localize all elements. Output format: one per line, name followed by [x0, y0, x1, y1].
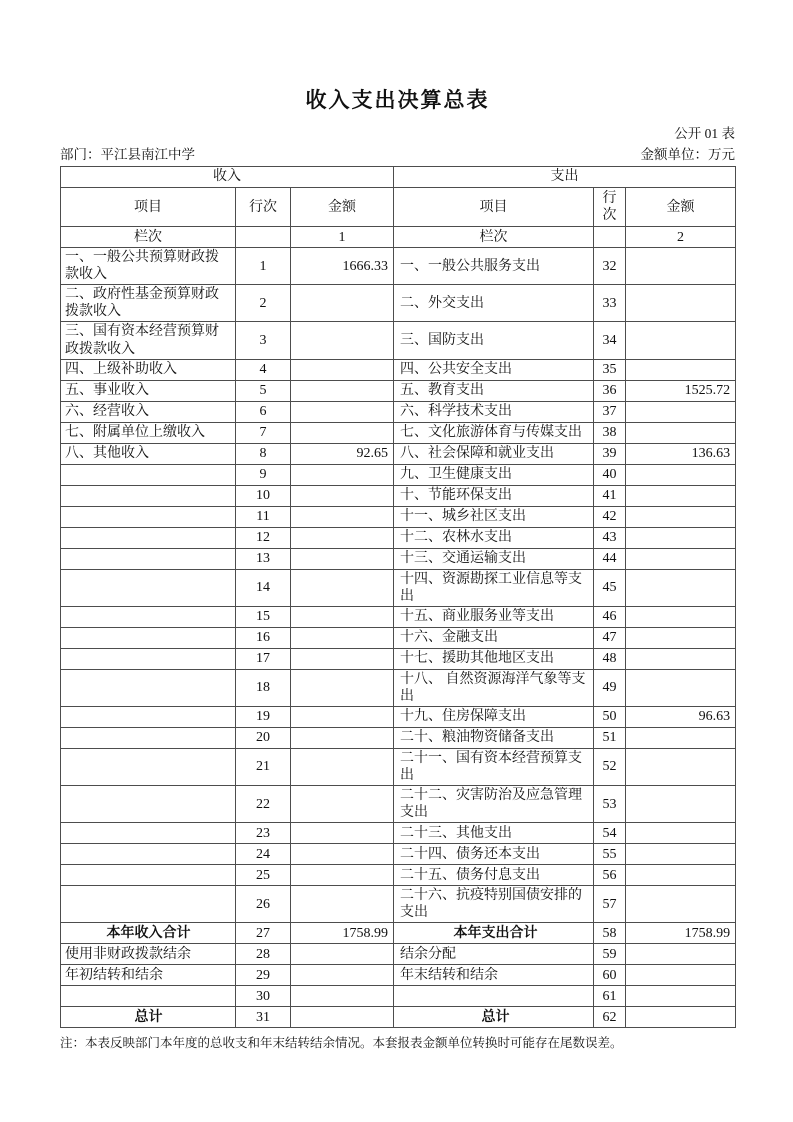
expense-line-cell: 49 [594, 669, 626, 706]
table-row [61, 886, 736, 923]
income-line-cell: 14 [236, 569, 291, 606]
income-item-cell: 年初结转和结余 [61, 965, 236, 986]
income-amount-cell: 1666.33 [291, 248, 394, 285]
income-line-cell: 30 [236, 986, 291, 1007]
income-amount-cell [291, 485, 394, 506]
income-item-cell: 本年收入合计 [61, 923, 236, 944]
income-item-cell: 一、一般公共预算财政拨款收入 [61, 248, 236, 285]
expense-line-cell: 37 [594, 401, 626, 422]
income-item-cell: 八、其他收入 [61, 443, 236, 464]
table-row [61, 285, 736, 322]
expense-index-label: 栏次 [394, 227, 594, 248]
expense-item-cell: 十一、城乡社区支出 [394, 506, 594, 527]
income-amount-cell [291, 422, 394, 443]
income-line-cell: 8 [236, 443, 291, 464]
income-amount-header: 金额 [291, 188, 394, 227]
income-line-cell: 10 [236, 485, 291, 506]
expense-amount-cell [626, 322, 736, 359]
expense-item-cell: 十四、资源勘探工业信息等支出 [394, 569, 594, 606]
table-row [61, 965, 736, 986]
expense-line-cell: 32 [594, 248, 626, 285]
expense-item-cell: 本年支出合计 [394, 923, 594, 944]
income-amount-cell [291, 823, 394, 844]
table-row [61, 359, 736, 380]
income-column-index: 1 [291, 227, 394, 248]
expense-item-cell: 二十、粮油物资储备支出 [394, 727, 594, 748]
expense-amount-cell [626, 786, 736, 823]
income-line-cell: 22 [236, 786, 291, 823]
expense-line-cell: 50 [594, 706, 626, 727]
income-amount-cell [291, 464, 394, 485]
expense-amount-cell [626, 669, 736, 706]
expense-line-cell: 56 [594, 865, 626, 886]
income-amount-cell [291, 548, 394, 569]
expense-item-cell: 总计 [394, 1007, 594, 1028]
income-line-cell: 23 [236, 823, 291, 844]
expense-item-cell: 六、科学技术支出 [394, 401, 594, 422]
expense-amount-cell [626, 548, 736, 569]
expense-line-cell: 46 [594, 606, 626, 627]
income-amount-cell [291, 359, 394, 380]
income-amount-cell [291, 285, 394, 322]
income-item-cell: 五、事业收入 [61, 380, 236, 401]
expense-amount-cell [626, 485, 736, 506]
table-row [61, 706, 736, 727]
income-amount-cell [291, 569, 394, 606]
expense-item-cell: 五、教育支出 [394, 380, 594, 401]
table-row [61, 648, 736, 669]
footnote: 注：本表反映部门本年度的总收支和年末结转结余情况。本套报表金额单位转换时可能存在尾数误差。 [60, 1036, 623, 1051]
income-line-cell: 1 [236, 248, 291, 285]
income-line-cell: 5 [236, 380, 291, 401]
income-line-cell: 24 [236, 844, 291, 865]
table-row [61, 248, 736, 285]
expense-index-spacer [594, 227, 626, 248]
table-row [61, 844, 736, 865]
expense-item-cell: 三、国防支出 [394, 322, 594, 359]
income-item-cell: 七、附属单位上缴收入 [61, 422, 236, 443]
expense-item-cell: 一、一般公共服务支出 [394, 248, 594, 285]
expense-item-cell: 二、外交支出 [394, 285, 594, 322]
income-item-cell [61, 527, 236, 548]
income-line-cell: 7 [236, 422, 291, 443]
expense-item-cell: 十六、金融支出 [394, 627, 594, 648]
expense-line-cell: 34 [594, 322, 626, 359]
expense-amount-cell [626, 844, 736, 865]
income-amount-cell [291, 506, 394, 527]
income-amount-cell [291, 986, 394, 1007]
table-row [61, 627, 736, 648]
income-index-label: 栏次 [61, 227, 236, 248]
expense-column-index: 2 [626, 227, 736, 248]
expense-item-cell: 十三、交通运输支出 [394, 548, 594, 569]
expense-item-cell: 四、公共安全支出 [394, 359, 594, 380]
table-row [61, 786, 736, 823]
expense-item-cell: 年末结转和结余 [394, 965, 594, 986]
income-amount-cell [291, 401, 394, 422]
income-amount-cell [291, 606, 394, 627]
expense-item-cell: 二十二、灾害防治及应急管理支出 [394, 786, 594, 823]
expense-item-cell: 九、卫生健康支出 [394, 464, 594, 485]
expense-amount-cell [626, 359, 736, 380]
income-item-cell [61, 786, 236, 823]
income-line-cell: 15 [236, 606, 291, 627]
income-line-cell: 4 [236, 359, 291, 380]
total-row [61, 1007, 736, 1028]
income-line-cell: 28 [236, 944, 291, 965]
column-index-row [61, 227, 736, 248]
expense-line-cell: 42 [594, 506, 626, 527]
income-amount-cell [291, 380, 394, 401]
income-line-cell: 21 [236, 748, 291, 785]
expense-amount-cell: 1525.72 [626, 380, 736, 401]
income-item-cell [61, 748, 236, 785]
income-item-cell: 总计 [61, 1007, 236, 1028]
budget-table [60, 166, 736, 1028]
income-item-cell [61, 986, 236, 1007]
income-item-cell [61, 669, 236, 706]
income-item-cell [61, 727, 236, 748]
income-amount-cell [291, 627, 394, 648]
income-item-cell: 六、经营收入 [61, 401, 236, 422]
expense-line-cell: 35 [594, 359, 626, 380]
expense-amount-cell [626, 886, 736, 923]
expense-line-cell: 38 [594, 422, 626, 443]
income-line-cell: 18 [236, 669, 291, 706]
expense-amount-cell [626, 627, 736, 648]
expense-amount-cell [626, 401, 736, 422]
income-amount-cell [291, 944, 394, 965]
expense-amount-cell [626, 944, 736, 965]
expense-amount-cell [626, 727, 736, 748]
expense-amount-cell [626, 965, 736, 986]
expense-line-cell: 61 [594, 986, 626, 1007]
expense-line-cell: 36 [594, 380, 626, 401]
expense-item-cell: 八、社会保障和就业支出 [394, 443, 594, 464]
expense-item-cell: 结余分配 [394, 944, 594, 965]
expense-amount-cell [626, 285, 736, 322]
expense-item-cell: 二十六、抗疫特别国债安排的支出 [394, 886, 594, 923]
income-item-cell [61, 627, 236, 648]
expense-line-cell: 52 [594, 748, 626, 785]
expense-line-cell: 44 [594, 548, 626, 569]
income-item-cell: 三、国有资本经营预算财政拨款收入 [61, 322, 236, 359]
expense-amount-header: 金额 [626, 188, 736, 227]
income-index-spacer [236, 227, 291, 248]
expense-item-cell: 十七、援助其他地区支出 [394, 648, 594, 669]
income-amount-cell [291, 865, 394, 886]
table-row [61, 464, 736, 485]
expense-line-cell: 33 [594, 285, 626, 322]
table-row [61, 506, 736, 527]
expense-amount-cell [626, 648, 736, 669]
amount-unit-label: 金额单位：万元 [640, 147, 735, 162]
expense-line-cell: 57 [594, 886, 626, 923]
expense-line-cell: 62 [594, 1007, 626, 1028]
income-item-cell [61, 464, 236, 485]
expense-line-cell: 45 [594, 569, 626, 606]
meta-row [60, 143, 735, 163]
income-amount-cell [291, 844, 394, 865]
total-row [61, 923, 736, 944]
expense-item-cell: 二十三、其他支出 [394, 823, 594, 844]
income-item-cell [61, 485, 236, 506]
expense-amount-cell [626, 527, 736, 548]
table-row [61, 322, 736, 359]
income-line-header: 行次 [236, 188, 291, 227]
income-line-cell: 31 [236, 1007, 291, 1028]
income-line-cell: 12 [236, 527, 291, 548]
income-amount-cell [291, 706, 394, 727]
income-line-cell: 13 [236, 548, 291, 569]
table-row [61, 401, 736, 422]
page-title: 收入支出决算总表 [305, 88, 490, 112]
expense-item-cell: 二十四、债务还本支出 [394, 844, 594, 865]
expense-amount-cell [626, 422, 736, 443]
income-item-header: 项目 [61, 188, 236, 227]
expense-item-cell: 十、节能环保支出 [394, 485, 594, 506]
income-line-cell: 2 [236, 285, 291, 322]
income-line-cell: 25 [236, 865, 291, 886]
income-amount-cell [291, 965, 394, 986]
expense-line-cell: 48 [594, 648, 626, 669]
income-amount-cell: 92.65 [291, 443, 394, 464]
expense-amount-cell [626, 1007, 736, 1028]
table-row [61, 944, 736, 965]
expense-amount-cell [626, 464, 736, 485]
income-item-cell [61, 823, 236, 844]
table-row [61, 548, 736, 569]
income-amount-cell [291, 527, 394, 548]
table-row [61, 443, 736, 464]
table-row [61, 669, 736, 706]
expense-line-cell: 51 [594, 727, 626, 748]
income-line-cell: 17 [236, 648, 291, 669]
income-item-cell [61, 844, 236, 865]
expense-section-header: 支出 [394, 167, 736, 188]
income-item-cell [61, 886, 236, 923]
income-item-cell [61, 569, 236, 606]
expense-line-header: 行次 [594, 188, 626, 227]
income-amount-cell [291, 322, 394, 359]
section-header-row [61, 167, 736, 188]
income-line-cell: 11 [236, 506, 291, 527]
income-item-cell [61, 865, 236, 886]
expense-amount-cell: 1758.99 [626, 923, 736, 944]
income-amount-cell [291, 748, 394, 785]
income-amount-cell [291, 648, 394, 669]
table-row [61, 380, 736, 401]
income-item-cell: 四、上级补助收入 [61, 359, 236, 380]
expense-item-cell: 十九、住房保障支出 [394, 706, 594, 727]
income-line-cell: 9 [236, 464, 291, 485]
expense-amount-cell [626, 748, 736, 785]
expense-line-cell: 55 [594, 844, 626, 865]
expense-item-cell: 十八、 自然资源海洋气象等支出 [394, 669, 594, 706]
table-row [61, 606, 736, 627]
column-header-row [61, 188, 736, 227]
expense-amount-cell: 136.63 [626, 443, 736, 464]
expense-line-cell: 54 [594, 823, 626, 844]
expense-item-cell: 七、文化旅游体育与传媒支出 [394, 422, 594, 443]
income-line-cell: 26 [236, 886, 291, 923]
expense-amount-cell [626, 569, 736, 606]
table-row [61, 727, 736, 748]
expense-item-cell: 二十一、国有资本经营预算支出 [394, 748, 594, 785]
expense-line-cell: 53 [594, 786, 626, 823]
department-label: 部门：平江县南江中学 [60, 147, 195, 162]
expense-amount-cell [626, 506, 736, 527]
expense-amount-cell [626, 823, 736, 844]
doc-code: 公开 01 表 [674, 126, 735, 141]
expense-amount-cell [626, 986, 736, 1007]
expense-amount-cell [626, 865, 736, 886]
table-row [61, 823, 736, 844]
expense-amount-cell [626, 606, 736, 627]
income-line-cell: 29 [236, 965, 291, 986]
income-amount-cell [291, 727, 394, 748]
income-section-header: 收入 [61, 167, 394, 188]
expense-amount-cell [626, 248, 736, 285]
income-line-cell: 16 [236, 627, 291, 648]
table-row [61, 527, 736, 548]
expense-amount-cell: 96.63 [626, 706, 736, 727]
expense-item-cell: 十二、农林水支出 [394, 527, 594, 548]
income-amount-cell [291, 886, 394, 923]
expense-line-cell: 41 [594, 485, 626, 506]
income-item-cell: 二、政府性基金预算财政拨款收入 [61, 285, 236, 322]
expense-item-cell [394, 986, 594, 1007]
income-amount-cell [291, 786, 394, 823]
table-row [61, 485, 736, 506]
income-line-cell: 6 [236, 401, 291, 422]
table-row [61, 748, 736, 785]
income-item-cell [61, 506, 236, 527]
expense-item-cell: 二十五、债务付息支出 [394, 865, 594, 886]
income-item-cell [61, 548, 236, 569]
income-item-cell [61, 706, 236, 727]
income-item-cell: 使用非财政拨款结余 [61, 944, 236, 965]
income-amount-cell: 1758.99 [291, 923, 394, 944]
income-item-cell [61, 606, 236, 627]
income-line-cell: 27 [236, 923, 291, 944]
expense-line-cell: 40 [594, 464, 626, 485]
expense-line-cell: 58 [594, 923, 626, 944]
expense-line-cell: 47 [594, 627, 626, 648]
income-amount-cell [291, 669, 394, 706]
income-line-cell: 20 [236, 727, 291, 748]
income-line-cell: 3 [236, 322, 291, 359]
table-row [61, 422, 736, 443]
expense-line-cell: 59 [594, 944, 626, 965]
expense-line-cell: 43 [594, 527, 626, 548]
expense-line-cell: 39 [594, 443, 626, 464]
expense-item-header: 项目 [394, 188, 594, 227]
income-amount-cell [291, 1007, 394, 1028]
table-row [61, 865, 736, 886]
table-row [61, 569, 736, 606]
expense-item-cell: 十五、商业服务业等支出 [394, 606, 594, 627]
table-row [61, 986, 736, 1007]
income-item-cell [61, 648, 236, 669]
income-line-cell: 19 [236, 706, 291, 727]
expense-line-cell: 60 [594, 965, 626, 986]
